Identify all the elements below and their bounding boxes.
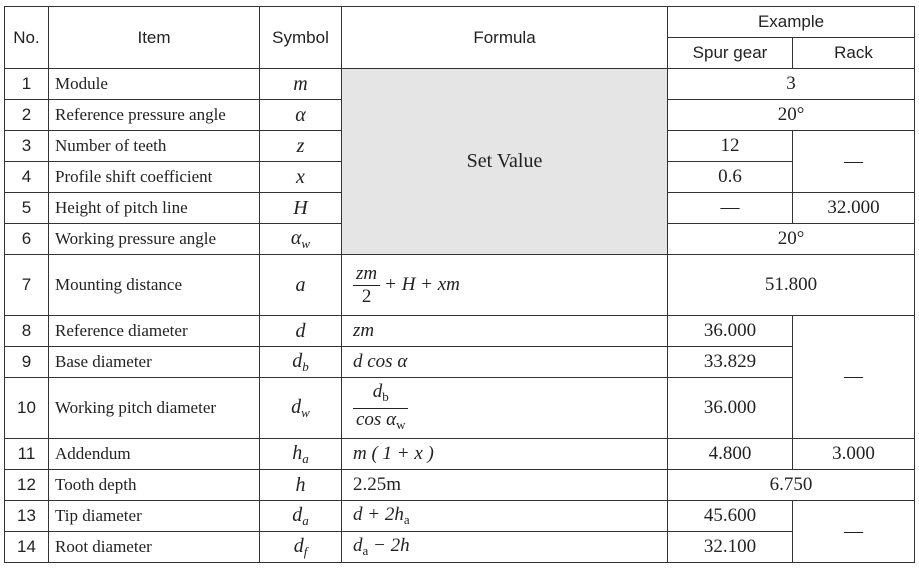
rack-value-dash: — bbox=[793, 501, 915, 563]
header-formula: Formula bbox=[342, 7, 668, 69]
table-row bbox=[5, 378, 915, 439]
header-rack: Rack bbox=[793, 38, 915, 69]
symbol-letter: d bbox=[292, 349, 303, 372]
symbol bbox=[260, 100, 342, 131]
header-no: No. bbox=[5, 7, 49, 69]
table-row bbox=[5, 316, 915, 347]
formula-denominator: 2 bbox=[361, 285, 372, 307]
symbol-subscript: w bbox=[301, 235, 311, 251]
row-number: 6 bbox=[5, 224, 49, 255]
symbol bbox=[260, 439, 342, 470]
table-row bbox=[5, 532, 915, 563]
spur-gear-value: 4.800 bbox=[668, 439, 793, 470]
formula bbox=[342, 532, 668, 563]
symbol bbox=[260, 224, 342, 255]
symbol bbox=[260, 470, 342, 501]
formula-numerator: zm bbox=[356, 262, 378, 284]
symbol bbox=[260, 347, 342, 378]
table-row bbox=[5, 470, 915, 501]
item-name: Root diameter bbox=[49, 532, 260, 563]
item-name: Mounting distance bbox=[49, 255, 260, 316]
symbol-letter: h bbox=[292, 441, 303, 464]
symbol bbox=[260, 193, 342, 224]
formula-denominator: cos α bbox=[356, 408, 397, 430]
item-name: Reference diameter bbox=[49, 316, 260, 347]
example-value: 20° bbox=[668, 224, 915, 255]
spur-gear-value: 45.600 bbox=[668, 501, 793, 532]
symbol bbox=[260, 532, 342, 563]
table-row bbox=[5, 347, 915, 378]
gear-calculation-table bbox=[4, 6, 915, 563]
formula-text: d + 2h bbox=[353, 504, 404, 525]
row-number: 4 bbox=[5, 162, 49, 193]
row-number: 2 bbox=[5, 100, 49, 131]
formula-subscript: a bbox=[403, 512, 410, 527]
row-number: 3 bbox=[5, 131, 49, 162]
row-number: 14 bbox=[5, 532, 49, 563]
item-name: Reference pressure angle bbox=[49, 100, 260, 131]
row-number: 5 bbox=[5, 193, 49, 224]
formula-remainder: + H + xm bbox=[384, 274, 460, 295]
formula bbox=[342, 439, 668, 470]
symbol-letter: α bbox=[290, 226, 302, 249]
symbol-letter: a bbox=[295, 273, 306, 296]
example-value: 3 bbox=[668, 69, 915, 100]
item-name: Profile shift coefficient bbox=[49, 162, 260, 193]
spur-gear-value: 0.6 bbox=[668, 162, 793, 193]
table-row bbox=[5, 501, 915, 532]
symbol bbox=[260, 162, 342, 193]
spur-gear-value: 36.000 bbox=[668, 316, 793, 347]
item-name: Tooth depth bbox=[49, 470, 260, 501]
formula-text: zm bbox=[353, 320, 375, 341]
item-name: Addendum bbox=[49, 439, 260, 470]
item-name: Working pitch diameter bbox=[49, 378, 260, 439]
symbol bbox=[260, 255, 342, 316]
symbol-subscript: b bbox=[302, 358, 309, 374]
formula-text-after: − 2h bbox=[373, 535, 410, 556]
formula-text: d bbox=[353, 535, 363, 556]
row-number: 13 bbox=[5, 501, 49, 532]
header-symbol: Symbol bbox=[260, 7, 342, 69]
formula bbox=[342, 347, 668, 378]
symbol-letter: d bbox=[291, 395, 302, 418]
item-name: Working pressure angle bbox=[49, 224, 260, 255]
symbol-letter: α bbox=[295, 103, 306, 126]
symbol-subscript: w bbox=[301, 404, 310, 420]
table-row bbox=[5, 439, 915, 470]
item-name: Height of pitch line bbox=[49, 193, 260, 224]
row-number: 12 bbox=[5, 470, 49, 501]
set-value-cell: Set Value bbox=[342, 69, 668, 255]
formula-text: d cos α bbox=[353, 351, 408, 372]
example-value: 51.800 bbox=[668, 255, 915, 316]
spur-gear-value: — bbox=[668, 193, 793, 224]
header-example: Example bbox=[668, 7, 915, 38]
formula bbox=[342, 378, 668, 439]
table-row bbox=[5, 69, 915, 100]
spur-gear-value: 33.829 bbox=[668, 347, 793, 378]
symbol bbox=[260, 378, 342, 439]
symbol-letter: d bbox=[295, 319, 306, 342]
row-number: 9 bbox=[5, 347, 49, 378]
spur-gear-value: 36.000 bbox=[668, 378, 793, 439]
formula-denominator-subscript: w bbox=[396, 416, 406, 432]
item-name: Base diameter bbox=[49, 347, 260, 378]
rack-value-dash: — bbox=[793, 316, 915, 439]
symbol bbox=[260, 316, 342, 347]
table-row bbox=[5, 255, 915, 316]
example-value: 6.750 bbox=[668, 470, 915, 501]
formula-numerator: d bbox=[372, 380, 383, 402]
formula bbox=[342, 501, 668, 532]
row-number: 11 bbox=[5, 439, 49, 470]
symbol-letter: z bbox=[296, 134, 305, 157]
item-name: Number of teeth bbox=[49, 131, 260, 162]
row-number: 1 bbox=[5, 69, 49, 100]
rack-value: 32.000 bbox=[793, 193, 915, 224]
formula bbox=[342, 316, 668, 347]
symbol-letter: d bbox=[292, 503, 303, 526]
header-spur-gear: Spur gear bbox=[668, 38, 793, 69]
symbol-subscript: a bbox=[302, 512, 309, 528]
row-number: 8 bbox=[5, 316, 49, 347]
formula-numerator-subscript: b bbox=[382, 388, 389, 404]
item-name: Module bbox=[49, 69, 260, 100]
rack-value: 3.000 bbox=[793, 439, 915, 470]
symbol bbox=[260, 501, 342, 532]
header-item: Item bbox=[49, 7, 260, 69]
rack-value-dash: — bbox=[793, 131, 915, 193]
symbol bbox=[260, 69, 342, 100]
formula-fraction bbox=[353, 264, 380, 307]
formula-text: 2.25m bbox=[353, 474, 402, 495]
example-value: 20° bbox=[668, 100, 915, 131]
item-name: Tip diameter bbox=[49, 501, 260, 532]
formula-text: m ( 1 + x ) bbox=[353, 443, 434, 464]
formula-subscript: a bbox=[362, 543, 369, 558]
formula-fraction bbox=[353, 382, 408, 435]
formula bbox=[342, 470, 668, 501]
formula bbox=[342, 255, 668, 316]
symbol-subscript: f bbox=[303, 543, 308, 559]
symbol-letter: H bbox=[293, 196, 308, 219]
symbol-letter: x bbox=[296, 165, 305, 188]
spur-gear-value: 12 bbox=[668, 131, 793, 162]
symbol-letter: m bbox=[293, 72, 308, 95]
symbol bbox=[260, 131, 342, 162]
symbol-letter: d bbox=[293, 534, 304, 557]
symbol-subscript: a bbox=[302, 450, 309, 466]
header-row bbox=[5, 7, 915, 38]
row-number: 7 bbox=[5, 255, 49, 316]
row-number: 10 bbox=[5, 378, 49, 439]
spur-gear-value: 32.100 bbox=[668, 532, 793, 563]
symbol-letter: h bbox=[295, 473, 306, 496]
